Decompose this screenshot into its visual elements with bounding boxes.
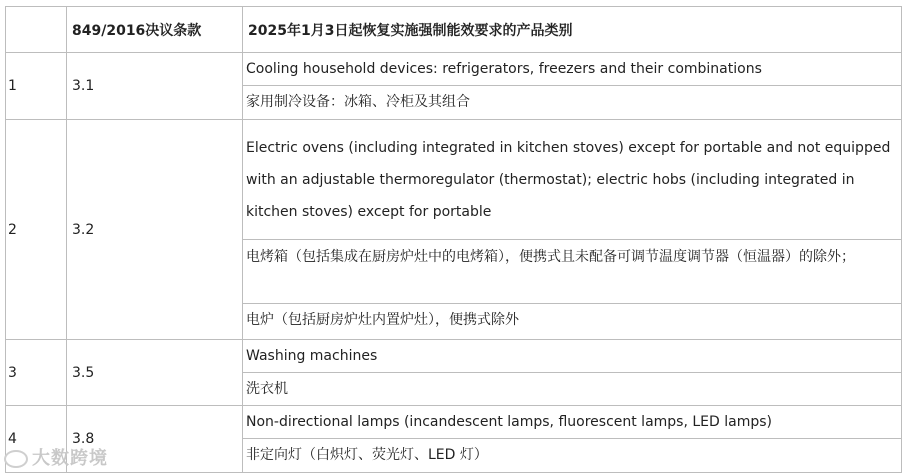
category-zh: 非定向灯（白炽灯、荧光灯、LED 灯） (246, 447, 488, 463)
row-number: 2 (6, 120, 67, 339)
watermark-logo-icon (4, 450, 28, 468)
category-cell (243, 406, 902, 472)
header-blank-cell (6, 7, 67, 52)
table-header (6, 7, 902, 53)
clause-number: 3.8 (67, 406, 243, 472)
category-en: Washing machines (243, 340, 901, 373)
table-row (6, 120, 902, 340)
category-zh: 家用制冷设备：冰箱、冷柜及其组合 (246, 94, 470, 110)
regulation-table (5, 6, 902, 473)
category-cell (243, 120, 902, 339)
category-zh-2: 电炉（包括厨房炉灶内置炉灶），便携式除外 (246, 312, 519, 328)
table-row (6, 406, 902, 473)
category-en: Cooling household devices: refrigerators, freezers and their combinations (243, 53, 901, 86)
category-cell (243, 340, 902, 405)
category-en: Non-directional lamps (incandescent lamps, fluorescent lamps, LED lamps) (243, 406, 901, 439)
row-number: 1 (6, 53, 67, 119)
clause-number: 3.2 (67, 120, 243, 339)
category-zh: 洗衣机 (246, 381, 288, 397)
row-number: 3 (6, 340, 67, 405)
table-row (6, 53, 902, 120)
header-category: 2025年1月3日起恢复实施强制能效要求的产品类别 (243, 7, 902, 52)
category-en: Electric ovens (including integrated in kitchen stoves) except for portable and not equipped with an adjustable thermoregulator (thermostat); electric hobs (including integrated in kitchen stoves) except for portable (243, 120, 901, 240)
table-row (6, 340, 902, 406)
watermark (4, 444, 108, 470)
watermark-text: 大数跨境 (32, 448, 108, 469)
row-number: 4 (6, 406, 67, 472)
clause-number: 3.1 (67, 53, 243, 119)
category-zh: 电烤箱（包括集成在厨房炉灶中的电烤箱），便携式且未配备可调节温度调节器（恒温器）的除外； (243, 240, 901, 304)
header-clause: 849/2016决议条款 (67, 7, 243, 52)
category-cell (243, 53, 902, 119)
clause-number: 3.5 (67, 340, 243, 405)
